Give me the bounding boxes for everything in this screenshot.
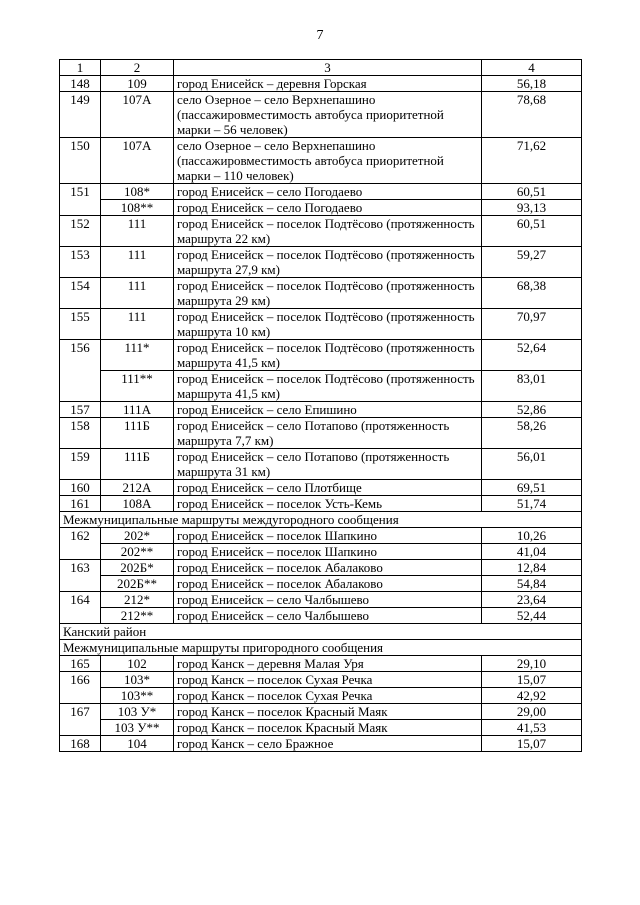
route-value: 15,07: [482, 672, 582, 688]
route-number: 111: [101, 247, 174, 278]
route-number: 103 У*: [101, 704, 174, 720]
route-number: 107А: [101, 92, 174, 138]
route-value: 56,18: [482, 76, 582, 92]
route-value: 52,44: [482, 608, 582, 624]
row-number: 168: [60, 736, 101, 752]
route-number: 212**: [101, 608, 174, 624]
table-row: [60, 418, 582, 449]
route-description: город Енисейск – село Потапово (протяженность маршрута 7,7 км): [174, 418, 482, 449]
route-value: 51,74: [482, 496, 582, 512]
route-value: 15,07: [482, 736, 582, 752]
route-description: город Енисейск – поселок Шапкино: [174, 528, 482, 544]
route-description: город Енисейск – поселок Абалаково: [174, 576, 482, 592]
route-number: 108*: [101, 184, 174, 200]
table-row: [60, 371, 582, 402]
row-number: 161: [60, 496, 101, 512]
route-number: 103*: [101, 672, 174, 688]
route-number: 202Б*: [101, 560, 174, 576]
route-number: 103**: [101, 688, 174, 704]
route-number: 111: [101, 309, 174, 340]
route-value: 83,01: [482, 371, 582, 402]
route-number: 109: [101, 76, 174, 92]
route-value: 68,38: [482, 278, 582, 309]
row-number: 158: [60, 418, 101, 449]
table-row: [60, 592, 582, 608]
route-description: город Енисейск – село Плотбище: [174, 480, 482, 496]
table-row: [60, 480, 582, 496]
row-number: 149: [60, 92, 101, 138]
section-title: Межмуниципальные маршруты пригородного сообщения: [60, 640, 582, 656]
table-row: [60, 340, 582, 371]
row-number: 152: [60, 216, 101, 247]
route-number: 111Б: [101, 449, 174, 480]
routes-table-body: [60, 60, 582, 752]
table-row: [60, 688, 582, 704]
section-title: Канский район: [60, 624, 582, 640]
route-value: 56,01: [482, 449, 582, 480]
table-row: [60, 608, 582, 624]
row-number: 167: [60, 704, 101, 736]
route-value: 69,51: [482, 480, 582, 496]
route-description: город Енисейск – поселок Абалаково: [174, 560, 482, 576]
table-row: [60, 720, 582, 736]
route-value: 70,97: [482, 309, 582, 340]
route-description: город Енисейск – поселок Шапкино: [174, 544, 482, 560]
row-number: 155: [60, 309, 101, 340]
route-number: 108А: [101, 496, 174, 512]
table-row: [60, 560, 582, 576]
route-description: город Канск – поселок Сухая Речка: [174, 688, 482, 704]
row-number: 164: [60, 592, 101, 624]
row-number: 148: [60, 76, 101, 92]
table-row: [60, 309, 582, 340]
table-row: [60, 449, 582, 480]
table-row: [60, 496, 582, 512]
route-description: город Канск – деревня Малая Уря: [174, 656, 482, 672]
route-number: 107А: [101, 138, 174, 184]
row-number: 166: [60, 672, 101, 704]
route-description: город Енисейск – поселок Подтёсово (протяженность маршрута 10 км): [174, 309, 482, 340]
route-number: 111Б: [101, 418, 174, 449]
route-description: город Канск – поселок Красный Маяк: [174, 720, 482, 736]
section-title: Межмуниципальные маршруты междугородного сообщения: [60, 512, 582, 528]
row-number: 159: [60, 449, 101, 480]
table-row: [60, 184, 582, 200]
row-number: 162: [60, 528, 101, 560]
route-description: село Озерное – село Верхнепашино (пассажировместимость автобуса приоритетной марки – 110 человек): [174, 138, 482, 184]
route-value: 10,26: [482, 528, 582, 544]
table-row: [60, 672, 582, 688]
route-description: город Канск – поселок Сухая Речка: [174, 672, 482, 688]
route-description: город Енисейск – поселок Подтёсово (протяженность маршрута 41,5 км): [174, 371, 482, 402]
route-description: город Енисейск – село Чалбышево: [174, 592, 482, 608]
route-value: 41,53: [482, 720, 582, 736]
row-number: 156: [60, 340, 101, 402]
table-row: [60, 216, 582, 247]
row-number: 150: [60, 138, 101, 184]
page-number: 7: [316, 28, 324, 43]
route-number: 102: [101, 656, 174, 672]
route-description: город Енисейск – поселок Подтёсово (протяженность маршрута 29 км): [174, 278, 482, 309]
route-value: 54,84: [482, 576, 582, 592]
route-value: 52,86: [482, 402, 582, 418]
row-number: 165: [60, 656, 101, 672]
table-header-row: [60, 60, 582, 76]
route-description: город Енисейск – село Епишино: [174, 402, 482, 418]
table-row: [60, 278, 582, 309]
row-number: 163: [60, 560, 101, 592]
table-row: [60, 92, 582, 138]
route-value: 60,51: [482, 216, 582, 247]
route-number: 202*: [101, 528, 174, 544]
route-value: 29,00: [482, 704, 582, 720]
column-header: 3: [174, 60, 482, 76]
route-value: 59,27: [482, 247, 582, 278]
table-row: [60, 736, 582, 752]
route-description: город Енисейск – поселок Усть-Кемь: [174, 496, 482, 512]
route-value: 29,10: [482, 656, 582, 672]
column-header: 4: [482, 60, 582, 76]
route-value: 42,92: [482, 688, 582, 704]
route-description: город Енисейск – поселок Подтёсово (протяженность маршрута 41,5 км): [174, 340, 482, 371]
route-description: город Канск – поселок Красный Маяк: [174, 704, 482, 720]
table-row: [60, 402, 582, 418]
table-row: [60, 138, 582, 184]
table-row: [60, 247, 582, 278]
route-value: 23,64: [482, 592, 582, 608]
row-number: 160: [60, 480, 101, 496]
route-description: город Енисейск – село Погодаево: [174, 200, 482, 216]
table-row: [60, 528, 582, 544]
route-value: 71,62: [482, 138, 582, 184]
route-number: 111А: [101, 402, 174, 418]
route-description: город Енисейск – деревня Горская: [174, 76, 482, 92]
route-value: 93,13: [482, 200, 582, 216]
row-number: 157: [60, 402, 101, 418]
route-number: 111*: [101, 340, 174, 371]
route-description: город Енисейск – поселок Подтёсово (протяженность маршрута 22 км): [174, 216, 482, 247]
route-number: 104: [101, 736, 174, 752]
table-row: [60, 576, 582, 592]
table-row: [60, 544, 582, 560]
route-number: 111**: [101, 371, 174, 402]
row-number: 153: [60, 247, 101, 278]
section-row: [60, 640, 582, 656]
route-value: 58,26: [482, 418, 582, 449]
route-value: 52,64: [482, 340, 582, 371]
route-number: 111: [101, 278, 174, 309]
route-description: город Енисейск – поселок Подтёсово (протяженность маршрута 27,9 км): [174, 247, 482, 278]
table-row: [60, 200, 582, 216]
route-number: 202Б**: [101, 576, 174, 592]
route-value: 78,68: [482, 92, 582, 138]
route-description: город Енисейск – село Погодаево: [174, 184, 482, 200]
section-row: [60, 512, 582, 528]
route-number: 202**: [101, 544, 174, 560]
column-header: 2: [101, 60, 174, 76]
column-header: 1: [60, 60, 101, 76]
route-number: 108**: [101, 200, 174, 216]
table-row: [60, 704, 582, 720]
section-row: [60, 624, 582, 640]
route-number: 212А: [101, 480, 174, 496]
route-number: 111: [101, 216, 174, 247]
table-row: [60, 656, 582, 672]
route-description: город Енисейск – село Потапово (протяженность маршрута 31 км): [174, 449, 482, 480]
row-number: 151: [60, 184, 101, 216]
row-number: 154: [60, 278, 101, 309]
table-row: [60, 76, 582, 92]
route-value: 41,04: [482, 544, 582, 560]
route-number: 103 У**: [101, 720, 174, 736]
route-description: город Енисейск – село Чалбышево: [174, 608, 482, 624]
route-description: город Канск – село Бражное: [174, 736, 482, 752]
route-description: село Озерное – село Верхнепашино (пассажировместимость автобуса приоритетной марки – 56 человек): [174, 92, 482, 138]
route-value: 12,84: [482, 560, 582, 576]
route-value: 60,51: [482, 184, 582, 200]
route-number: 212*: [101, 592, 174, 608]
routes-table: [59, 59, 582, 752]
